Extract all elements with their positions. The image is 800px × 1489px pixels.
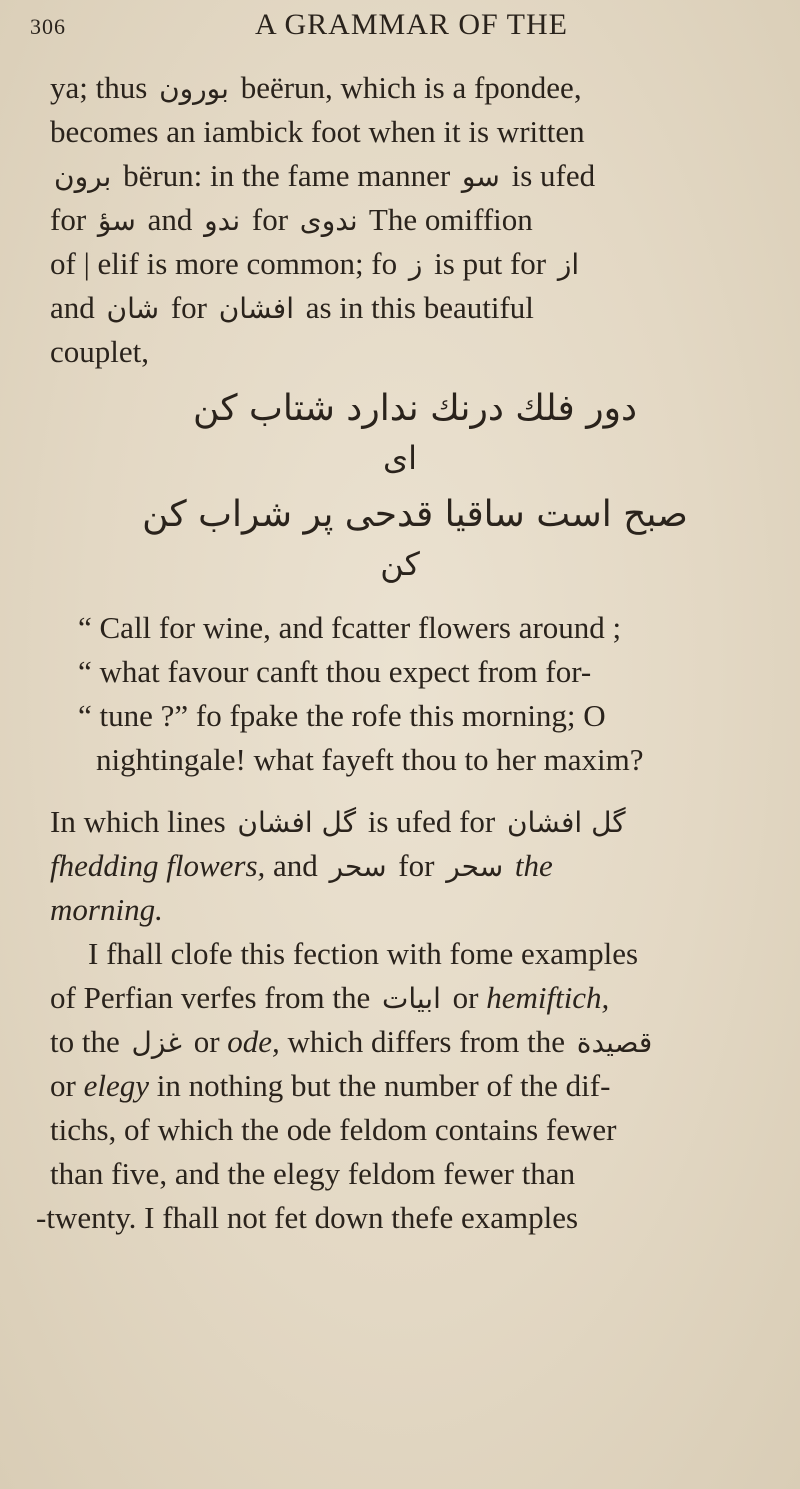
text-line <box>50 978 772 1019</box>
text-span: -twenty. I fhall not fet down thefe examples <box>36 1200 579 1235</box>
text-span: for <box>251 202 289 237</box>
italic-span: ode, <box>227 1024 280 1059</box>
italic-span: fhedding flowers, <box>50 848 266 883</box>
text-span: becomes an iambick foot when it is written <box>50 114 585 149</box>
text-span: and <box>147 202 193 237</box>
text-span: The omiffion <box>368 202 533 237</box>
text-span: I fhall clofe this fection with fome examples <box>88 936 639 971</box>
text-span: of | elif is more common; fo <box>50 246 398 281</box>
text-line <box>50 332 772 372</box>
persian-word: ﺳﺆ <box>97 204 136 237</box>
translation-line <box>78 652 772 692</box>
text-span: bërun: in the fame manner <box>123 158 451 193</box>
text-line <box>88 934 772 974</box>
persian-verse-text: کن <box>380 545 420 583</box>
text-span: of Perfian verfes from the <box>50 980 371 1015</box>
text-line <box>50 288 772 329</box>
persian-word: گل افشان <box>506 806 626 839</box>
persian-verse-line <box>70 490 760 540</box>
text-line <box>50 890 772 930</box>
text-span: nightingale! what fayeft thou to her maxim? <box>96 742 644 777</box>
text-span: ya; thus <box>50 70 148 105</box>
text-line <box>50 1022 772 1063</box>
page-number: 306 <box>30 14 66 39</box>
italic-span: elegy <box>83 1068 149 1103</box>
translation-line <box>96 740 772 780</box>
text-span: as in this beautiful <box>305 290 534 325</box>
text-span: tichs, of which the ode feldom contains fewer <box>50 1112 617 1147</box>
persian-word: ﻧﺪﻭﯼ <box>299 204 358 237</box>
persian-word: برون <box>54 160 112 193</box>
persian-verse-line <box>70 384 760 434</box>
text-line <box>50 244 772 285</box>
text-span: is put for <box>434 246 547 281</box>
text-span: In which lines <box>50 804 226 839</box>
text-span: for <box>170 290 207 325</box>
running-head: A GRAMMAR OF THE <box>255 8 568 41</box>
text-span: “ what favour canft thou expect from for- <box>78 654 592 689</box>
text-span: is ufed <box>511 158 596 193</box>
text-line <box>50 1110 772 1150</box>
text-span: to the <box>50 1024 120 1059</box>
text-span: for <box>50 202 87 237</box>
text-span: and <box>273 848 318 883</box>
text-span: which differs from the <box>287 1024 566 1059</box>
text-span: “ Call for wine, and fcatter flowers around ; <box>78 610 622 645</box>
text-line <box>50 112 772 152</box>
italic-span: hemiftich, <box>486 980 610 1015</box>
persian-word: غزل <box>131 1026 182 1059</box>
persian-word: قصيدة <box>576 1026 653 1059</box>
persian-word: سحر <box>329 850 387 883</box>
text-line <box>50 802 772 843</box>
text-span: or <box>50 1068 76 1103</box>
text-span: or <box>193 1024 220 1059</box>
text-line <box>50 846 772 887</box>
persian-word: ﺍﺯ <box>557 248 580 281</box>
persian-verse-subline <box>300 542 500 586</box>
persian-verse-text: صبح است ساقیا قدحی پر شراب کن <box>142 494 688 535</box>
text-span: than five, and the elegy feldom fewer than <box>50 1156 576 1191</box>
persian-word: ﺳﻮ <box>461 160 500 193</box>
persian-word: ﺍﻓﺸﺎﻥ <box>218 292 294 325</box>
persian-word: ز <box>408 248 423 281</box>
text-line <box>36 1198 772 1238</box>
text-span: couplet, <box>50 334 149 369</box>
text-line <box>50 1066 772 1106</box>
italic-span: morning. <box>50 892 163 927</box>
persian-word: ﻧﺪﻭ <box>204 204 241 237</box>
persian-verse-text: ای <box>383 439 417 477</box>
translation-line <box>78 696 772 736</box>
persian-word: اﺑﯿﺎﺕ <box>381 982 441 1015</box>
persian-verse-subline <box>300 436 500 480</box>
persian-word: ﺷﺎﻥ <box>106 292 160 325</box>
text-span: beërun, which is a fpondee, <box>240 70 582 105</box>
page-header <box>30 8 770 48</box>
text-span: is ufed for <box>367 804 496 839</box>
text-span: or <box>452 980 479 1015</box>
persian-word: بورون <box>159 72 229 105</box>
italic-span: the <box>514 848 553 883</box>
text-line <box>50 156 772 197</box>
persian-verse-text: دور فلك درنك ندارد شتاب كن <box>192 388 638 429</box>
text-line <box>50 1154 772 1194</box>
text-span: for <box>398 848 435 883</box>
translation-line <box>78 608 772 648</box>
persian-word: سحر <box>446 850 504 883</box>
text-span: and <box>50 290 95 325</box>
text-span: “ tune ?” fo fpake the rofe this morning; O <box>78 698 606 733</box>
text-line <box>50 68 772 109</box>
text-span: in nothing but the number of the dif- <box>156 1068 611 1103</box>
text-line <box>50 200 772 241</box>
persian-word: گل افشان <box>237 806 357 839</box>
